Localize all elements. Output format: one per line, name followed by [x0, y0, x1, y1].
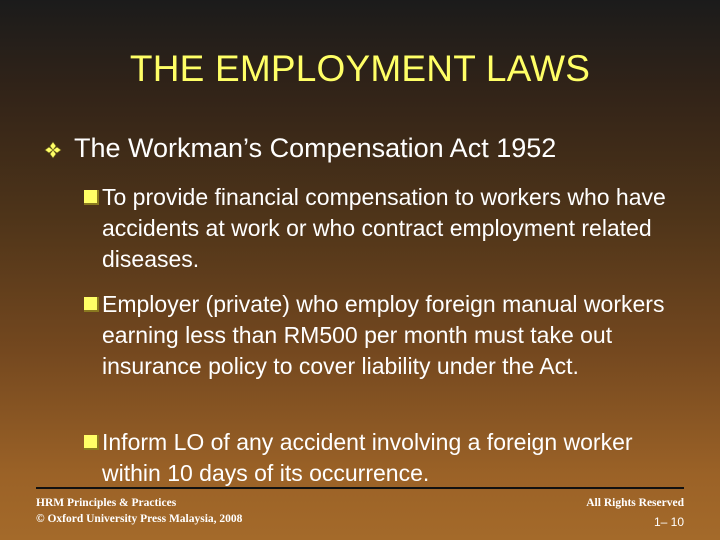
slide-title: THE EMPLOYMENT LAWS [129, 48, 591, 89]
square-bullet-icon [84, 297, 99, 312]
footer-book-title: HRM Principles & Practices [36, 497, 177, 509]
square-bullet-icon [84, 190, 99, 205]
diamond-bullet-icon [44, 141, 62, 159]
footer-credits [36, 495, 242, 527]
list-item-text: To provide financial compensation to workers who have accidents at work or who contract employment related diseases. [102, 184, 666, 272]
square-bullet-icon [84, 435, 99, 450]
list-item-text: Employer (private) who employ foreign manual workers earning less than RM500 per month must take out insurance policy to cover liability under the Act. [102, 291, 665, 379]
footer-rights: All Rights Reserved [586, 497, 684, 509]
footer-publisher: © Oxford University Press Malaysia, 2008 [36, 513, 243, 525]
footer-divider [36, 487, 684, 489]
list-item [84, 427, 694, 489]
list-item [84, 182, 694, 275]
list-item [84, 289, 694, 382]
list-item-text: Inform LO of any accident involving a foreign worker within 10 days of its occurrence. [102, 429, 633, 486]
main-bullet-text: The Workman’s Compensation Act 1952 [74, 133, 557, 163]
main-bullet [44, 133, 556, 164]
page-number: 1– 10 [653, 515, 684, 529]
